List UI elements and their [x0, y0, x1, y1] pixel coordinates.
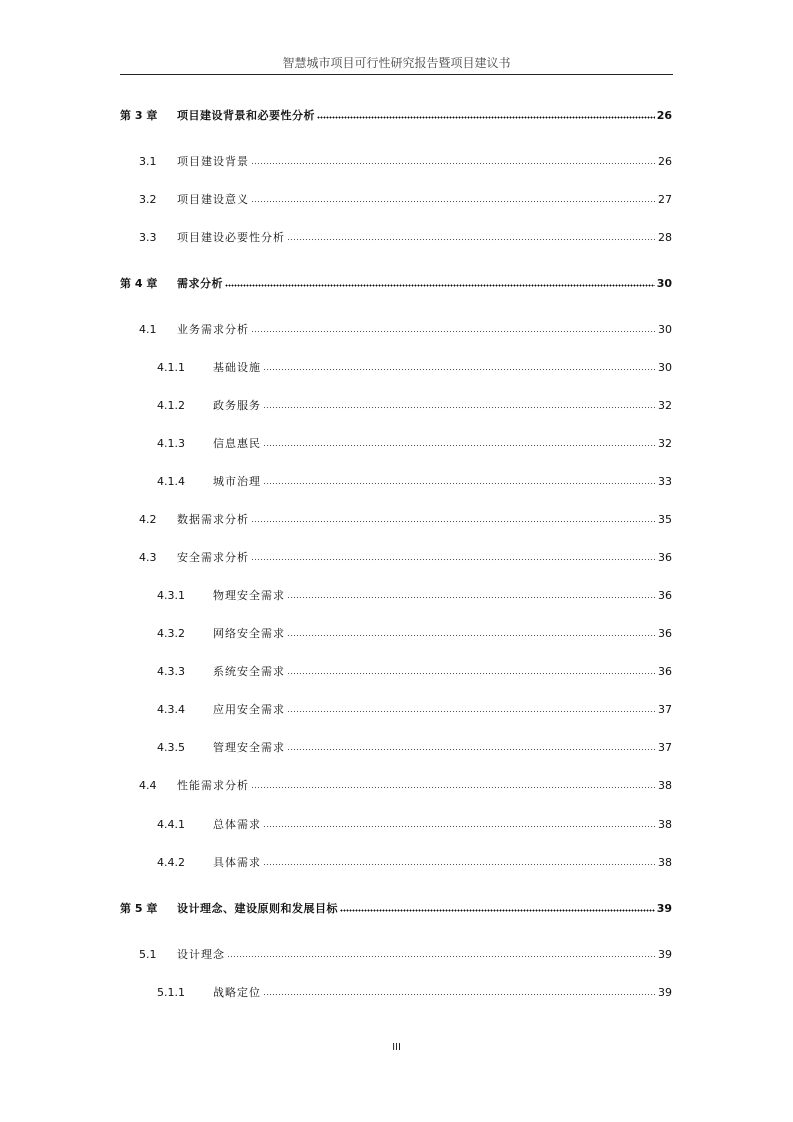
- dot-leader: [317, 108, 655, 119]
- toc-entry-title: 管理安全需求: [213, 741, 285, 754]
- toc-entry-title: 城市治理: [213, 475, 261, 488]
- toc-subsection-entry[interactable]: [157, 702, 672, 718]
- toc-subsection-entry[interactable]: [157, 855, 672, 871]
- dot-leader: [251, 778, 656, 789]
- dot-leader: [263, 817, 656, 828]
- toc-entry-number: 4.4.2: [157, 856, 185, 869]
- toc-entry-number: 4.3: [139, 551, 157, 564]
- toc-entry-page: 36: [658, 551, 672, 564]
- toc-entry-page: 39: [658, 948, 672, 961]
- dot-leader: [263, 985, 656, 996]
- dot-leader: [251, 192, 656, 203]
- toc-subsection-entry[interactable]: [157, 664, 672, 680]
- toc-entry-page: 38: [658, 818, 672, 831]
- toc-subsection-entry[interactable]: [157, 985, 672, 1001]
- toc-entry-title: 设计理念: [177, 948, 225, 961]
- toc-entry-title: 应用安全需求: [213, 703, 285, 716]
- toc-entry-page: 35: [658, 513, 672, 526]
- dot-leader: [263, 474, 656, 485]
- toc-entry-number: 4.1.2: [157, 399, 185, 412]
- toc-entry-number: 4.3.2: [157, 627, 185, 640]
- toc-entry-page: 30: [658, 361, 672, 374]
- toc-subsection-entry[interactable]: [157, 474, 672, 490]
- toc-subsection-entry[interactable]: [157, 588, 672, 604]
- dot-leader: [287, 664, 656, 675]
- toc-entry-title: 基础设施: [213, 361, 261, 374]
- toc-entry-number: 4.3.1: [157, 589, 185, 602]
- toc-entry-title: 网络安全需求: [213, 627, 285, 640]
- toc-entry-number: 第 4 章: [120, 277, 158, 290]
- toc-entry-page: 39: [656, 902, 672, 915]
- toc-entry-number: 4.2: [139, 513, 157, 526]
- toc-entry-title: 具体需求: [213, 856, 261, 869]
- dot-leader: [263, 360, 656, 371]
- toc-subsection-entry[interactable]: [157, 360, 672, 376]
- toc-entry-number: 4.1.4: [157, 475, 185, 488]
- dot-leader: [287, 740, 656, 751]
- toc-entry-number: 4.3.5: [157, 741, 185, 754]
- toc-entry-page: 32: [658, 437, 672, 450]
- toc-entry-title: 设计理念、建设原则和发展目标: [177, 902, 338, 915]
- toc-subsection-entry[interactable]: [157, 740, 672, 756]
- page-header: 智慧城市项目可行性研究报告暨项目建议书: [282, 56, 511, 70]
- toc-entry-number: 4.4: [139, 779, 157, 792]
- dot-leader: [263, 855, 656, 866]
- toc-entry-number: 4.1: [139, 323, 157, 336]
- dot-leader: [287, 626, 656, 637]
- toc-entry-title: 业务需求分析: [177, 323, 249, 336]
- toc-section-entry[interactable]: [139, 192, 672, 208]
- dot-leader: [251, 154, 656, 165]
- toc-entry-number: 3.2: [139, 193, 157, 206]
- toc-section-entry[interactable]: [139, 550, 672, 566]
- dot-leader: [251, 322, 656, 333]
- toc-chapter-entry[interactable]: [120, 276, 672, 292]
- toc-section-entry[interactable]: [139, 778, 672, 794]
- toc-subsection-entry[interactable]: [157, 398, 672, 414]
- toc-entry-title: 总体需求: [213, 818, 261, 831]
- toc-entry-number: 4.1.3: [157, 437, 185, 450]
- toc-entry-title: 性能需求分析: [177, 779, 249, 792]
- toc-entry-number: 3.1: [139, 155, 157, 168]
- toc-section-entry[interactable]: [139, 154, 672, 170]
- dot-leader: [287, 588, 656, 599]
- toc-entry-title: 数据需求分析: [177, 513, 249, 526]
- toc-entry-number: 4.3.4: [157, 703, 185, 716]
- toc-entry-title: 需求分析: [177, 277, 223, 290]
- toc-entry-page: 37: [658, 703, 672, 716]
- toc-entry-title: 项目建设背景: [177, 155, 249, 168]
- toc-entry-number: 5.1: [139, 948, 157, 961]
- dot-leader: [287, 702, 656, 713]
- toc-entry-page: 30: [658, 323, 672, 336]
- toc-entry-title: 物理安全需求: [213, 589, 285, 602]
- toc-entry-number: 4.1.1: [157, 361, 185, 374]
- page-number: III: [392, 1042, 401, 1053]
- dot-leader: [287, 230, 656, 241]
- toc-entry-page: 32: [658, 399, 672, 412]
- toc-entry-number: 4.3.3: [157, 665, 185, 678]
- toc-chapter-entry[interactable]: [120, 108, 672, 124]
- dot-leader: [340, 901, 655, 912]
- toc-entry-title: 系统安全需求: [213, 665, 285, 678]
- toc-entry-title: 项目建设背景和必要性分析: [177, 109, 315, 122]
- toc-entry-title: 信息惠民: [213, 437, 261, 450]
- toc-entry-page: 28: [658, 231, 672, 244]
- toc-section-entry[interactable]: [139, 230, 672, 246]
- toc-entry-page: 39: [658, 986, 672, 999]
- toc-entry-page: 30: [656, 277, 672, 290]
- toc-entry-number: 5.1.1: [157, 986, 185, 999]
- toc-entry-number: 第 3 章: [120, 109, 158, 122]
- toc-entry-title: 政务服务: [213, 399, 261, 412]
- toc-entry-page: 36: [658, 665, 672, 678]
- toc-subsection-entry[interactable]: [157, 626, 672, 642]
- toc-entry-number: 4.4.1: [157, 818, 185, 831]
- toc-entry-page: 37: [658, 741, 672, 754]
- toc-entry-title: 安全需求分析: [177, 551, 249, 564]
- toc-entry-page: 36: [658, 589, 672, 602]
- dot-leader: [251, 512, 656, 523]
- dot-leader: [225, 276, 655, 287]
- toc-entry-page: 33: [658, 475, 672, 488]
- toc-entry-page: 38: [658, 856, 672, 869]
- toc-entry-page: 26: [658, 155, 672, 168]
- dot-leader: [263, 436, 656, 447]
- toc-entry-page: 36: [658, 627, 672, 640]
- toc-section-entry[interactable]: [139, 947, 672, 963]
- toc-section-entry[interactable]: [139, 322, 672, 338]
- toc-entry-title: 项目建设必要性分析: [177, 231, 285, 244]
- toc-entry-page: 26: [656, 109, 672, 122]
- toc-entry-page: 38: [658, 779, 672, 792]
- dot-leader: [251, 550, 656, 561]
- toc-entry-number: 第 5 章: [120, 902, 158, 915]
- toc-subsection-entry[interactable]: [157, 436, 672, 452]
- toc-entry-title: 战略定位: [213, 986, 261, 999]
- dot-leader: [227, 947, 656, 958]
- toc-entry-number: 3.3: [139, 231, 157, 244]
- dot-leader: [263, 398, 656, 409]
- toc-section-entry[interactable]: [139, 512, 672, 528]
- toc-chapter-entry[interactable]: [120, 901, 672, 917]
- toc-entry-page: 27: [658, 193, 672, 206]
- toc-subsection-entry[interactable]: [157, 817, 672, 833]
- toc-entry-title: 项目建设意义: [177, 193, 249, 206]
